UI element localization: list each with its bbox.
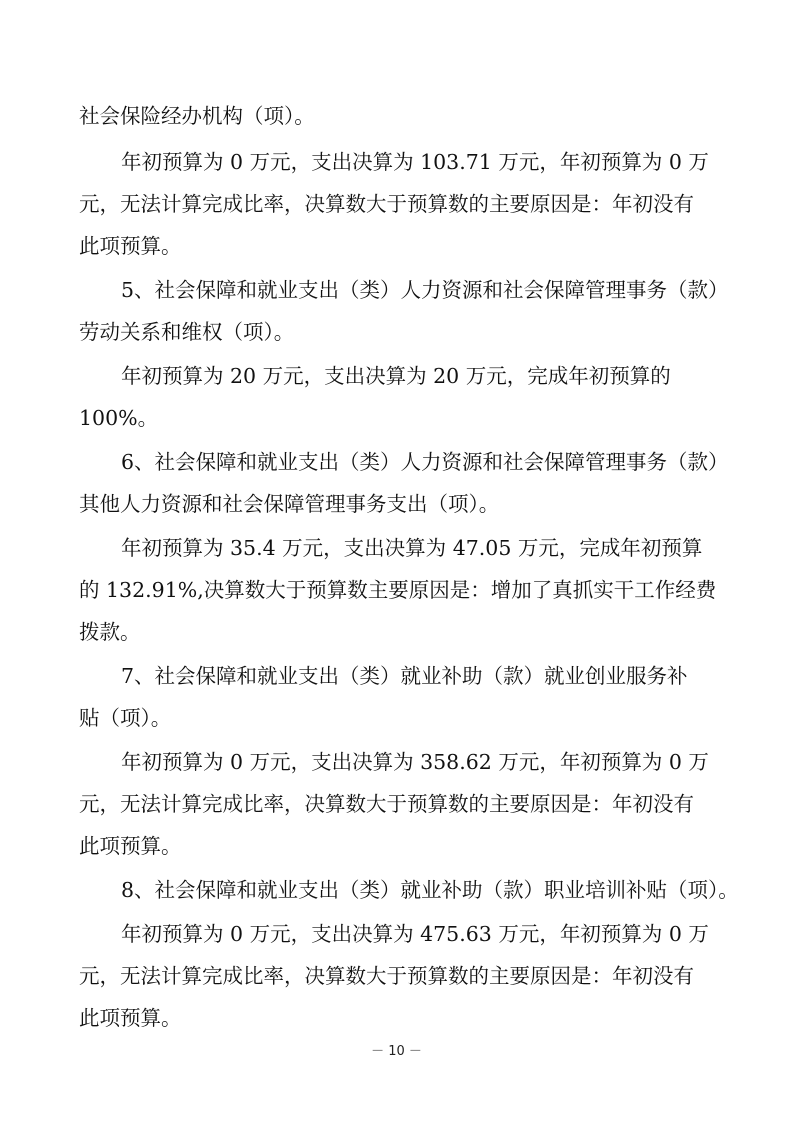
text-line: 100%。 xyxy=(79,406,159,430)
text-line: 5、社会保障和就业支出（类）人力资源和社会保障管理事务（款） xyxy=(121,278,729,302)
text-line: 8、社会保障和就业支出（类）就业补助（款）职业培训补贴（项）。 xyxy=(121,878,739,902)
text-line: 其他人力资源和社会保障管理事务支出（项）。 xyxy=(79,492,500,516)
text-line: 年初预算为 0 万元，支出决算为 358.62 万元，年初预算为 0 万 xyxy=(121,750,709,774)
text-line: 贴（项）。 xyxy=(79,706,172,730)
text-line: 元，无法计算完成比率，决算数大于预算数的主要原因是：年初没有 xyxy=(79,792,694,816)
text-line: 6、社会保障和就业支出（类）人力资源和社会保障管理事务（款） xyxy=(121,450,729,474)
text-line: 此项预算。 xyxy=(79,1006,182,1030)
text-line: 7、社会保障和就业支出（类）就业补助（款）就业创业服务补 xyxy=(121,664,688,688)
text-line: 此项预算。 xyxy=(79,834,182,858)
text-line: 年初预算为 35.4 万元，支出决算为 47.05 万元，完成年初预算 xyxy=(121,536,703,560)
text-line: 年初预算为 20 万元，支出决算为 20 万元，完成年初预算的 xyxy=(121,364,671,388)
text-line: 社会保险经办机构（项）。 xyxy=(79,104,315,128)
text-line: 年初预算为 0 万元，支出决算为 475.63 万元，年初预算为 0 万 xyxy=(121,922,709,946)
text-line: 劳动关系和维权（项）。 xyxy=(79,320,295,344)
text-line: 的 132.91%,决算数大于预算数主要原因是：增加了真抓实干工作经费 xyxy=(79,578,717,602)
text-line: 元，无法计算完成比率，决算数大于预算数的主要原因是：年初没有 xyxy=(79,192,694,216)
text-line: 拨款。 xyxy=(79,620,141,644)
text-line: 年初预算为 0 万元，支出决算为 103.71 万元，年初预算为 0 万 xyxy=(121,150,709,174)
text-line: 此项预算。 xyxy=(79,234,182,258)
text-line: 元，无法计算完成比率，决算数大于预算数的主要原因是：年初没有 xyxy=(79,964,694,988)
page-number: － 10 － xyxy=(371,1044,422,1059)
